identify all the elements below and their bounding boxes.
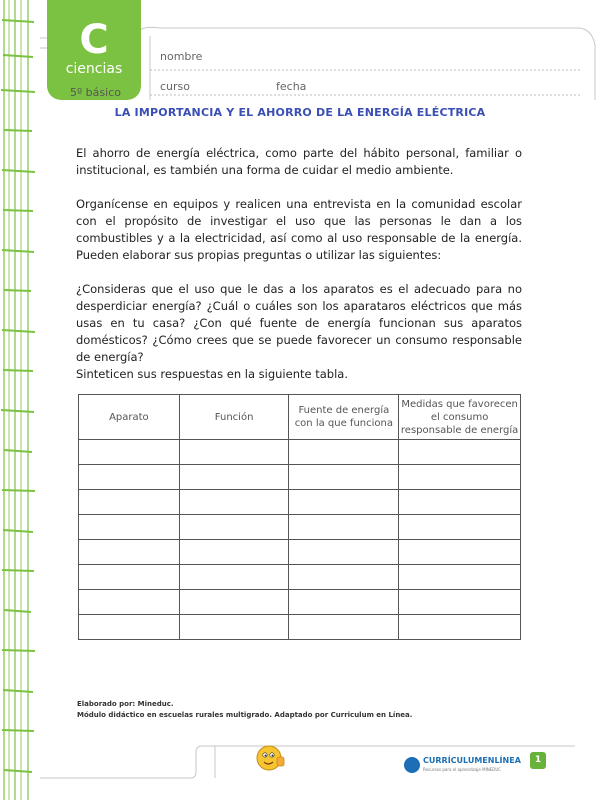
table-cell[interactable] xyxy=(399,565,521,590)
brand-mark-icon xyxy=(404,757,420,773)
table-cell[interactable] xyxy=(289,465,399,490)
table-row xyxy=(79,565,521,590)
table-cell[interactable] xyxy=(79,565,180,590)
table-cell[interactable] xyxy=(179,615,289,640)
name-field-label: nombre xyxy=(160,50,203,63)
table-cell[interactable] xyxy=(79,440,180,465)
paragraph-questions: ¿Consideras que el uso que le das a los aparatos es el adecuado para no desperdiciar energía? ¿Cuál o cuáles son los aparataros eléctricos que más usas en tu casa? ¿Con qué fuente de energía funcionan sus aparatos domésticos? ¿Cómo crees que se puede favorecer un consumo responsable de energía? xyxy=(76,282,522,364)
logo-word: ciencias xyxy=(65,61,123,77)
header-aparato: Aparato xyxy=(79,395,180,440)
brand-logo xyxy=(404,756,521,774)
answer-table xyxy=(78,394,521,640)
table-cell[interactable] xyxy=(399,515,521,540)
table-row xyxy=(79,540,521,565)
table-cell[interactable] xyxy=(79,590,180,615)
table-cell[interactable] xyxy=(289,440,399,465)
table-cell[interactable] xyxy=(179,440,289,465)
credit-source: Módulo didáctico en escuelas rurales multigrado. Adaptado por Curriculum en Línea. xyxy=(77,711,413,719)
subject-logo xyxy=(47,0,141,100)
date-field-label: fecha xyxy=(276,80,307,93)
table-cell[interactable] xyxy=(399,540,521,565)
table-cell[interactable] xyxy=(399,590,521,615)
table-cell[interactable] xyxy=(289,590,399,615)
table-header-row xyxy=(79,395,521,440)
table-row xyxy=(79,615,521,640)
logo-letter: C xyxy=(79,17,109,63)
table-cell[interactable] xyxy=(179,515,289,540)
table-cell[interactable] xyxy=(399,615,521,640)
header-funcion: Función xyxy=(179,395,289,440)
table-cell[interactable] xyxy=(179,565,289,590)
table-cell[interactable] xyxy=(79,540,180,565)
table-row xyxy=(79,490,521,515)
document-title: LA IMPORTANCIA Y EL AHORRO DE LA ENERGÍA ELÉCTRICA xyxy=(114,106,486,119)
grade-label: 5º básico xyxy=(70,86,121,99)
paragraph-instructions: Organícense en equipos y realicen una entrevista en la comunidad escolar con el propósito de investigar el uso que las personas le dan a los combustibles y a la electricidad, así como al uso responsable de la energía. Pueden elaborar sus propias preguntas o utilizar las siguientes: xyxy=(76,197,522,262)
paragraph-table-instruction: Sinteticen sus respuestas en la siguiente tabla. xyxy=(76,367,348,381)
table-cell[interactable] xyxy=(289,515,399,540)
table-cell[interactable] xyxy=(179,540,289,565)
table-cell[interactable] xyxy=(79,515,180,540)
header-medidas: Medidas que favorecen el consumo responsable de energía xyxy=(399,395,521,440)
paragraph-intro: El ahorro de energía eléctrica, como parte del hábito personal, familiar o institucional, es también una forma de cuidar el medio ambiente. xyxy=(76,146,522,177)
credit-author: Elaborado por: Mineduc. xyxy=(77,700,174,708)
table-cell[interactable] xyxy=(399,465,521,490)
course-field-label: curso xyxy=(160,80,191,93)
table-cell[interactable] xyxy=(289,565,399,590)
table-cell[interactable] xyxy=(79,465,180,490)
page-number: 1 xyxy=(530,752,546,769)
table-row xyxy=(79,440,521,465)
table-row xyxy=(79,590,521,615)
table-cell[interactable] xyxy=(179,490,289,515)
brand-name: CURRÍCULUMENLÍNEA xyxy=(423,756,521,765)
table-cell[interactable] xyxy=(179,590,289,615)
table-cell[interactable] xyxy=(289,615,399,640)
table-cell[interactable] xyxy=(179,465,289,490)
table-cell[interactable] xyxy=(289,490,399,515)
table-cell[interactable] xyxy=(79,490,180,515)
table-row xyxy=(79,515,521,540)
table-cell[interactable] xyxy=(79,615,180,640)
table-cell[interactable] xyxy=(399,490,521,515)
table-cell[interactable] xyxy=(289,540,399,565)
header-fuente: Fuente de energía con la que funciona xyxy=(289,395,399,440)
brand-subtitle: Recursos para el aprendizaje MINEDUC xyxy=(423,767,502,772)
table-cell[interactable] xyxy=(399,440,521,465)
thumbs-up-emoji-icon xyxy=(256,743,286,773)
table-row xyxy=(79,465,521,490)
